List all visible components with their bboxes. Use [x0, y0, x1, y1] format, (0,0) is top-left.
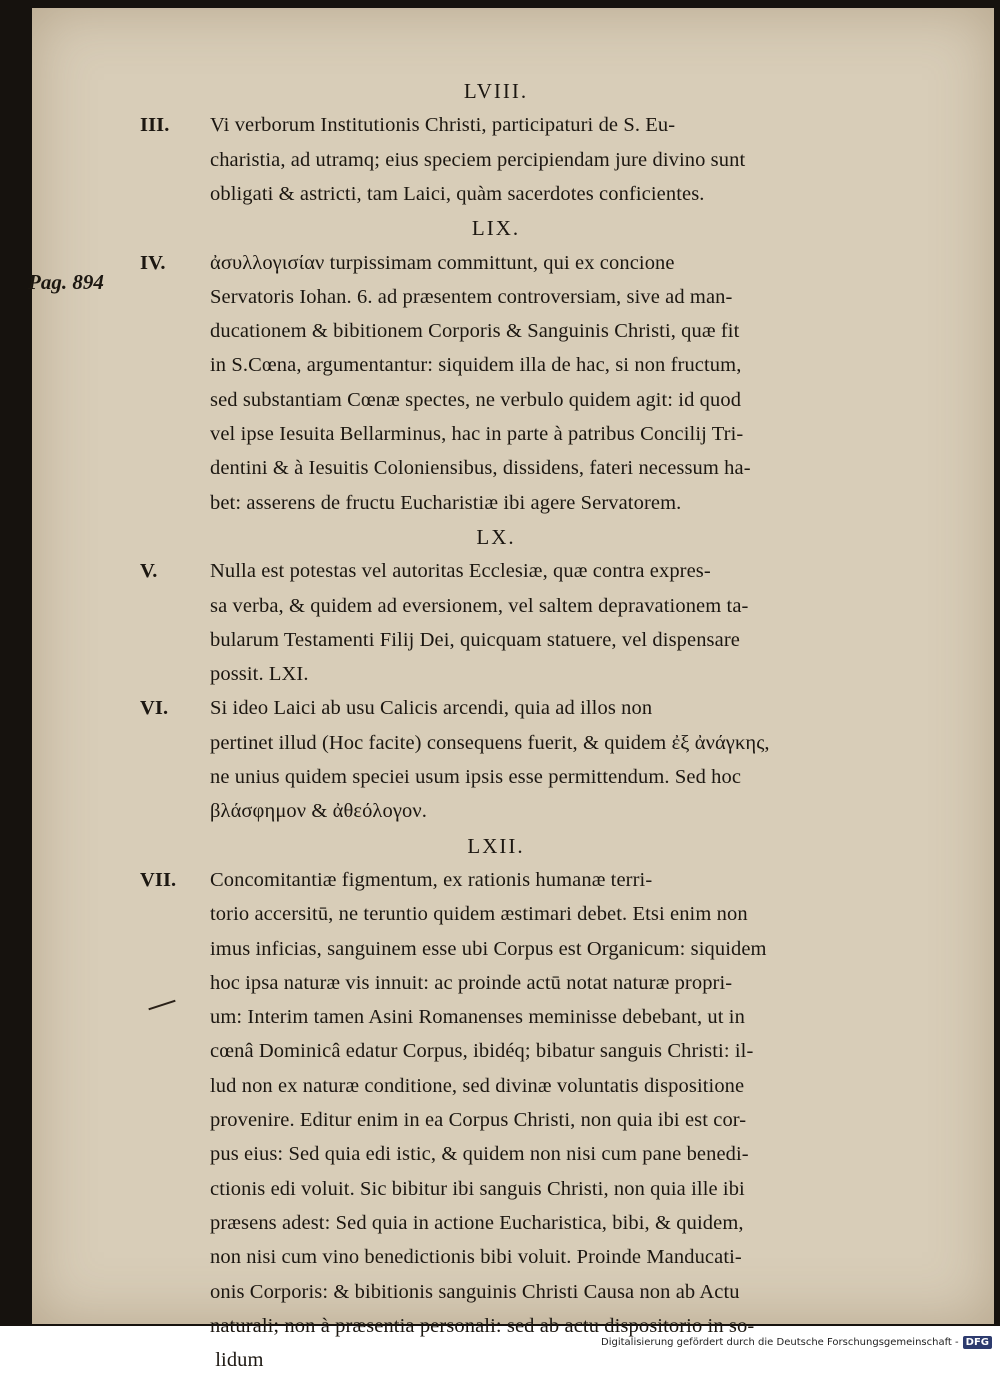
text-line [140, 455, 852, 481]
dfg-logo-icon: DFG [963, 1336, 992, 1349]
thesis-number: III. [140, 114, 170, 137]
line-text: pus eius: Sed quia edi istic, & quidem non nisi cum pane benedi- [210, 1143, 749, 1166]
text-line [140, 421, 852, 447]
line-text: βλάσφημον & ἀθεόλογον. [210, 800, 427, 823]
line-text: dentini & à Iesuitis Coloniensibus, dissidens, fateri necessum ha- [210, 457, 751, 480]
text-line [140, 1004, 852, 1030]
text-line [140, 352, 852, 378]
line-text: um: Interim tamen Asini Romanenses meminisse debebant, ut in [210, 1006, 745, 1029]
line-text: vel ipse Iesuita Bellarminus, hac in parte à patribus Concilij Tri- [210, 423, 744, 445]
section-heading: LIX. [471, 216, 521, 241]
text-line [140, 318, 852, 344]
line-text: hoc ipsa naturæ vis innuit: ac proinde actū notat naturæ propri- [210, 971, 733, 994]
text-line [140, 284, 852, 310]
text-line [140, 1279, 852, 1305]
line-text: Concomitantiæ figmentum, ex rationis humanæ terri- [210, 868, 653, 891]
section-heading: LXII. [467, 833, 525, 858]
thesis-number: IV. [140, 251, 166, 274]
line-text: bet: asserens de fructu Eucharistiæ ibi agere Servatorem. [210, 491, 682, 514]
text-line [140, 147, 852, 173]
line-text: torio accersitū, ne teruntio quidem æstimari debet. Etsi enim non [210, 903, 748, 926]
thesis-number: VI. [140, 697, 169, 720]
text-line [140, 1038, 852, 1064]
footer [601, 1336, 992, 1349]
text-line [140, 1244, 852, 1270]
thesis-number: V. [140, 560, 158, 583]
text-line [140, 490, 852, 516]
text-line [140, 250, 852, 276]
line-text: imus inficias, sanguinem esse ubi Corpus est Organicum: siquidem [210, 937, 767, 960]
text-line [140, 730, 852, 756]
line-text: obligati & astricti, tam Laici, quàm sacerdotes conficientes. [210, 182, 705, 205]
text-line [140, 627, 852, 653]
line-text: Vi verborum Institutionis Christi, participaturi de S. Eu- [210, 114, 676, 137]
line-text: præsens adest: Sed quia in actione Eucharistica, bibi, & quidem, [210, 1211, 744, 1234]
text-line [140, 1313, 852, 1339]
line-text: Servatoris Iohan. 6. ad præsentem controversiam, sive ad man- [210, 285, 733, 308]
text-line [140, 1141, 852, 1167]
text-line [140, 936, 852, 962]
line-text: charistia, ad utramq; eius speciem percipiendam jure divino sunt [210, 148, 746, 171]
text-line [140, 593, 852, 619]
line-text: sed substantiam Cœnæ spectes, ne verbulo quidem agit: id quod [210, 388, 742, 411]
line-text: provenire. Editur enim in ea Corpus Christi, non quia ibi est cor- [210, 1109, 747, 1131]
line-text: pertinet illud (Hoc facite) consequens fuerit, & quidem ἐξ ἀνάγκης, [210, 731, 770, 754]
line-text: ctionis edi voluit. Sic bibitur ibi sanguis Christi, non quia ille ibi [210, 1177, 745, 1200]
text-line [140, 1107, 852, 1133]
line-text: ducationem & bibitionem Corporis & Sanguinis Christi, quæ fit [210, 320, 740, 343]
line-text: bularum Testamenti Filij Dei, quicquam statuere, vel dispensare [210, 628, 740, 651]
line-text: lidum [210, 1349, 264, 1372]
line-text: onis Corporis: & bibitionis sanguinis Christi Causa non ab Actu [210, 1280, 740, 1303]
text-line [140, 1176, 852, 1202]
line-text: lud non ex naturæ conditione, sed divinæ voluntatis dispositione [210, 1074, 745, 1097]
text-line [140, 901, 852, 927]
text-line [140, 695, 852, 721]
line-text: non nisi cum vino benedictionis bibi voluit. Proinde Manducati- [210, 1246, 742, 1269]
margin-note: Pag. 894 [28, 270, 104, 294]
text-line [140, 764, 852, 790]
text-line [140, 387, 852, 413]
section-heading: LVIII. [463, 79, 529, 103]
line-text: in S.Cœna, argumentantur: siquidem illa de hac, si non fructum, [210, 354, 742, 377]
text-line [140, 112, 852, 138]
text-line [140, 1073, 852, 1099]
footer-credit: Digitalisierung gefördert durch die Deutsche Forschungsgemeinschaft - [601, 1337, 959, 1348]
text-line [140, 867, 852, 893]
text-line [140, 970, 852, 996]
thesis-number: VII. [140, 868, 177, 891]
section-heading: LX. [476, 524, 516, 549]
line-text: ne unius quidem speciei usum ipsis esse permittendum. Sed hoc [210, 766, 742, 788]
line-text: Si ideo Laici ab usu Calicis arcendi, quia ad illos non [210, 697, 653, 720]
line-text: Nulla est potestas vel autoritas Ecclesiæ, quæ contra expres- [210, 560, 711, 583]
text-line [140, 558, 852, 584]
line-text: ἀσυλλογισίαν turpissimam committunt, qui ex concione [210, 251, 675, 274]
text-line [140, 1210, 852, 1236]
text-line [140, 1347, 852, 1373]
line-text: cœnâ Dominicâ edatur Corpus, ibidéq; bibatur sanguis Christi: il- [210, 1040, 754, 1063]
line-text: possit. LXI. [210, 663, 309, 686]
line-text: sa verba, & quidem ad eversionem, vel saltem depravationem ta- [210, 594, 749, 617]
line-text: naturali; non à præsentia personali: sed ab actu dispositorio in so- [210, 1314, 755, 1337]
text-line [140, 798, 852, 824]
text-line [140, 181, 852, 207]
text-line [140, 661, 852, 687]
